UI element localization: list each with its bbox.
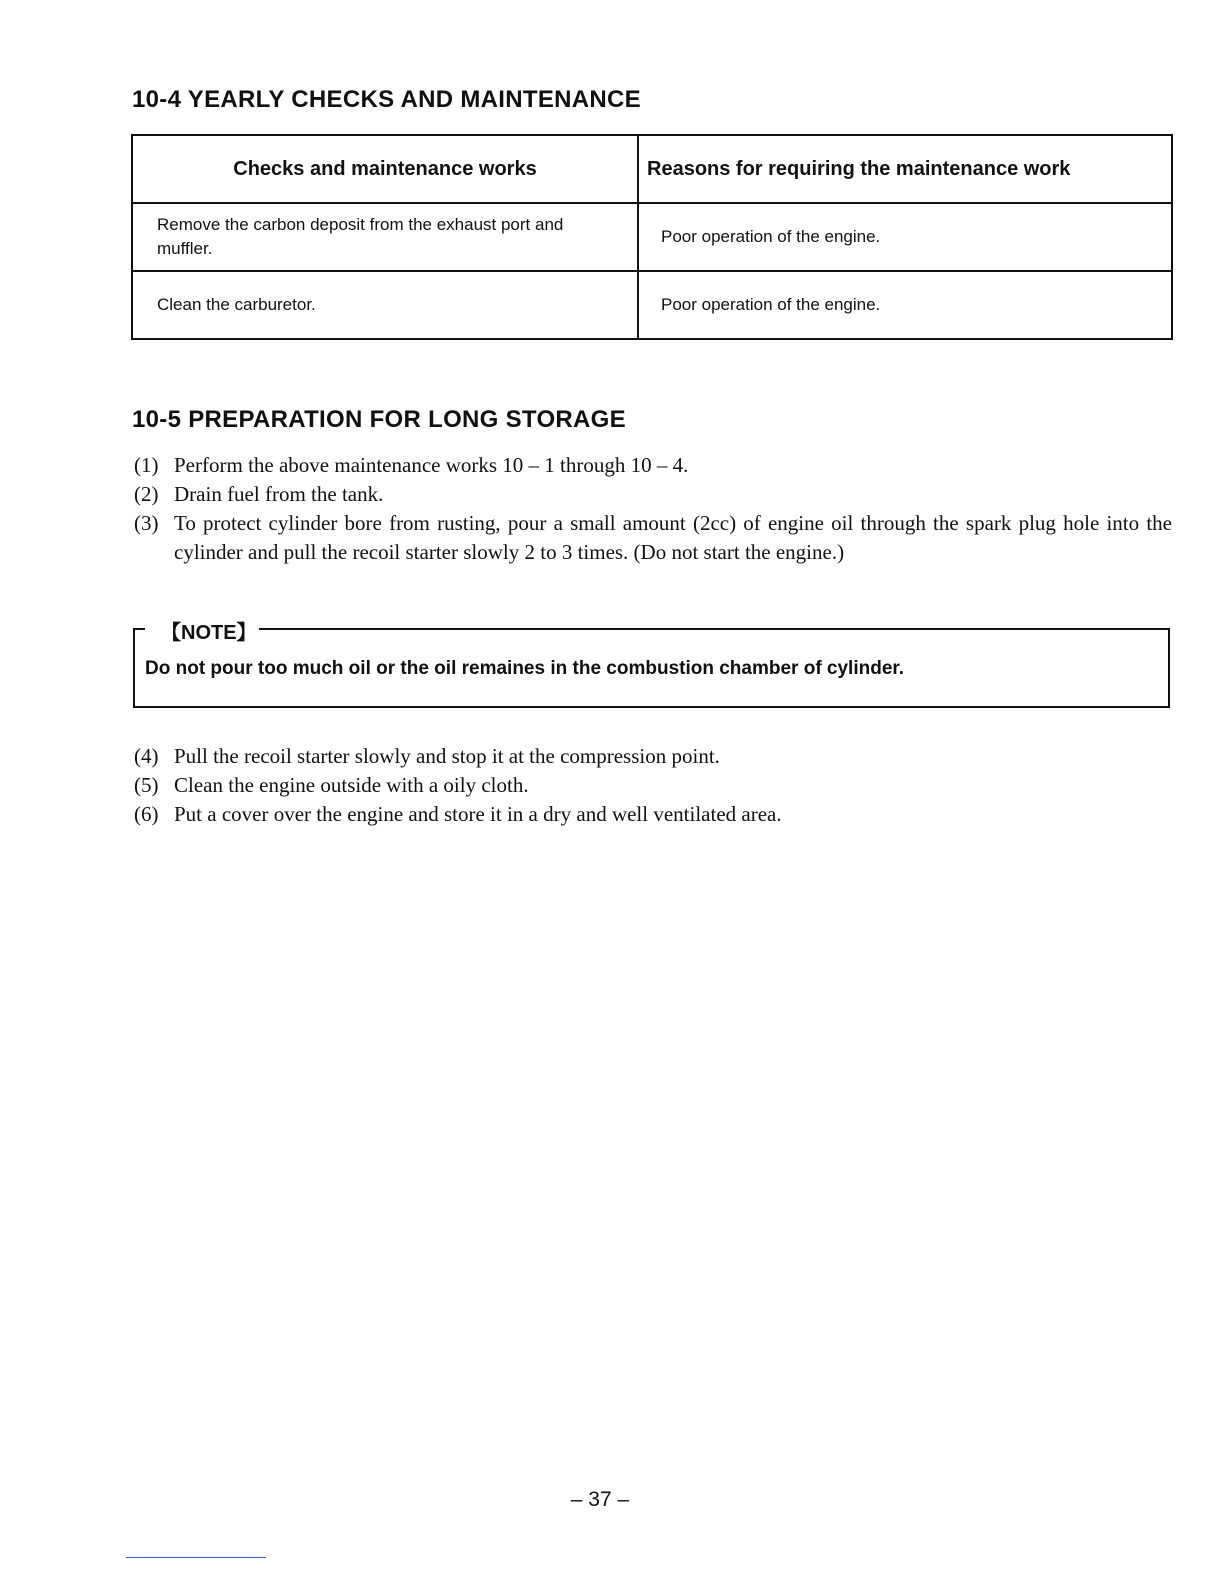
step-text: Drain fuel from the tank. bbox=[174, 482, 384, 506]
step-text: Put a cover over the engine and store it in a dry and well ventilated area. bbox=[174, 802, 782, 826]
table-cell-reason: Poor operation of the engine. bbox=[638, 203, 1172, 271]
step-number: (6) bbox=[134, 802, 159, 826]
step-number: (1) bbox=[134, 453, 159, 477]
table-row bbox=[132, 203, 1172, 271]
list-item bbox=[134, 480, 1172, 509]
note-box bbox=[133, 622, 1170, 708]
bottom-rule bbox=[126, 1557, 266, 1558]
storage-steps-list-continued bbox=[134, 742, 1172, 829]
step-text: Perform the above maintenance works 10 – 1 through 10 – 4. bbox=[174, 453, 689, 477]
step-number: (4) bbox=[134, 744, 159, 768]
note-border-right bbox=[245, 628, 1170, 630]
section-title-yearly: 10-4 YEARLY CHECKS AND MAINTENANCE bbox=[132, 86, 641, 113]
list-item bbox=[134, 509, 1172, 567]
step-number: (5) bbox=[134, 773, 159, 797]
table-row bbox=[132, 271, 1172, 339]
storage-steps-list bbox=[134, 451, 1172, 567]
table-header-reasons: Reasons for requiring the maintenance work bbox=[638, 135, 1172, 203]
yearly-checks-table bbox=[131, 134, 1173, 340]
table-header-row bbox=[132, 135, 1172, 203]
step-text: To protect cylinder bore from rusting, pour a small amount (2cc) of engine oil through the spark plug hole into the cylinder and pull the recoil starter slowly 2 to 3 times. (Do not start the engine.) bbox=[174, 511, 1172, 564]
table-cell-check: Clean the carburetor. bbox=[132, 271, 638, 339]
list-item bbox=[134, 771, 1172, 800]
step-number: (3) bbox=[134, 511, 159, 535]
step-text: Clean the engine outside with a oily cloth. bbox=[174, 773, 529, 797]
table-cell-check: Remove the carbon deposit from the exhaust port and muffler. bbox=[132, 203, 638, 271]
section-title-storage: 10-5 PREPARATION FOR LONG STORAGE bbox=[132, 406, 626, 433]
table-cell-reason: Poor operation of the engine. bbox=[638, 271, 1172, 339]
table-header-checks: Checks and maintenance works bbox=[132, 135, 638, 203]
list-item bbox=[134, 451, 1172, 480]
step-number: (2) bbox=[134, 482, 159, 506]
step-text: Pull the recoil starter slowly and stop it at the compression point. bbox=[174, 744, 720, 768]
note-label: 【NOTE】 bbox=[159, 616, 259, 645]
list-item bbox=[134, 800, 1172, 829]
note-text: Do not pour too much oil or the oil remaines in the combustion chamber of cylinder. bbox=[145, 658, 905, 679]
list-item bbox=[134, 742, 1172, 771]
page-number: – 37 – bbox=[570, 1488, 630, 1511]
note-border-left bbox=[133, 628, 145, 630]
